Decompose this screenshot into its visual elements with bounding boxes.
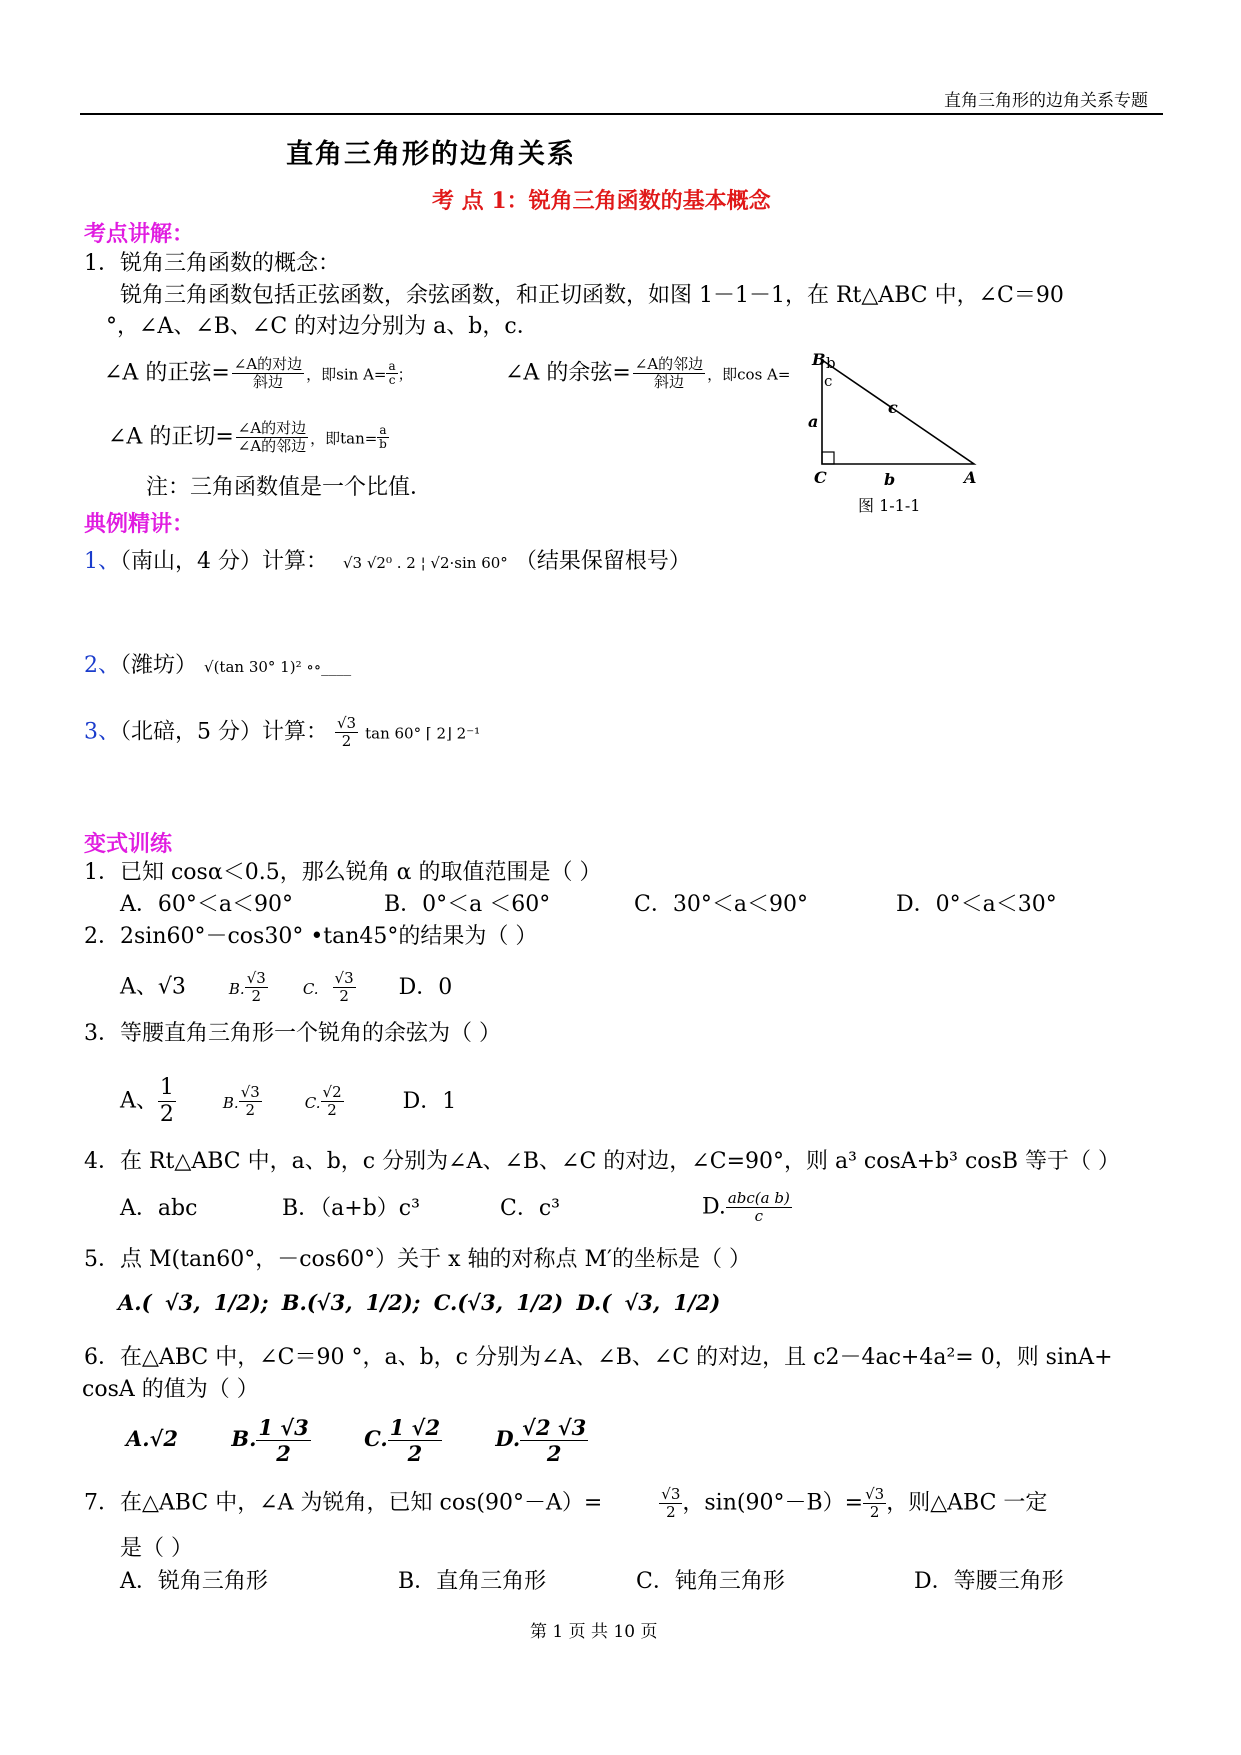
note-text: 注：三角函数值是一个比值． xyxy=(146,475,433,500)
q3-options: A、 $\frac{1}{2}$ B. $\frac{√3}{2}$ C. $\frac{√2}{2}$ D．1 xyxy=(120,1075,457,1127)
q1-option-c: C．30°＜a＜90° xyxy=(634,892,808,917)
question-2: 2．2sin60°－cos30° •tan45°的结果为（ ） xyxy=(84,924,538,949)
q6-options: A.√2 B. $\frac{1 √3}{2}$ C. $\frac{1 √2}{2}$ D. $\frac{√2 √3}{2}$ xyxy=(126,1415,587,1466)
sine-definition: ∠A 的正弦= $\frac{\text{∠A的对边}}{\text{斜边}}$ ，即sin A= $\frac{a}{c}$ ； xyxy=(104,355,413,391)
example-2: 2、（潍坊） √(tan 30° 1)² ∘∘____ xyxy=(84,653,352,678)
vertex-A: A xyxy=(964,468,977,487)
q4-option-d: D. $\frac{\text{abc(a b)}}{c}$ xyxy=(702,1189,790,1225)
vertex-C: C xyxy=(814,468,827,487)
q4-option-b: B．（a+b）c³ xyxy=(282,1196,420,1221)
question-3: 3．等腰直角三角形一个锐角的余弦为（ ） xyxy=(84,1021,501,1046)
question-5: 5．点 M(tan60°，－cos60°）关于 x 轴的对称点 M′的坐标是（ ） xyxy=(84,1247,751,1272)
q5-options: A.( √3, 1/2); B.(√3, 1/2); C.(√3, 1/2) D.( √3, 1/2) xyxy=(118,1290,721,1315)
q7-option-a: A．锐角三角形 xyxy=(120,1569,268,1594)
header-rule xyxy=(80,113,1163,115)
concept-para-2: °，∠A、∠B、∠C 的对边分别为 a、b，c． xyxy=(106,314,539,339)
question-7-line2: 是（ ） xyxy=(120,1536,193,1561)
example-1: 1、（南山，4 分）计算： √3 √2⁰ . 2 ¦ √2·sin 60° （结果保留根号） xyxy=(84,549,691,574)
vertex-B: B xyxy=(812,350,826,369)
q1-option-a: A．60°＜a＜90° xyxy=(120,892,293,917)
section-label-practice: 变式训练 xyxy=(84,831,173,857)
concept-para-1: 锐角三角函数包括正弦函数，余弦函数，和正切函数，如图 1－1－1，在 Rt△ABC 中，∠C＝90 xyxy=(120,283,1064,308)
q7-option-d: D．等腰三角形 xyxy=(914,1569,1064,1594)
question-7-line1: 7．在△ABC 中，∠A 为锐角，已知 cos(90°－A）= $\frac{√3}{2}$ ，sin(90°－B）= $\frac{√3}{2}$ ，则△ABC 一定 xyxy=(84,1485,1048,1521)
q7-option-b: B．直角三角形 xyxy=(398,1569,547,1594)
header-title: 直角三角形的边角关系专题 xyxy=(944,91,1148,111)
q1-option-b: B．0°＜a ＜60° xyxy=(384,892,551,917)
question-6-line2: cosA 的值为（ ） xyxy=(82,1377,259,1402)
concept-item: 1．锐角三角函数的概念： xyxy=(84,251,340,276)
example-3: 3、（北碚，5 分）计算： $\frac{√3}{2}$ tan 60° ⌈ 2⌋ 2⁻¹ xyxy=(84,714,481,750)
label-c-small: c xyxy=(824,372,833,390)
cosine-definition: ∠A 的余弦= $\frac{\text{∠A的邻边}}{\text{斜边}}$ ，即cos A= xyxy=(505,355,791,391)
section-label-examples: 典例精讲： xyxy=(84,511,195,537)
q2-options: A、√3 B. $\frac{√3}{2}$ C. $\frac{√3}{2}$ D．0 xyxy=(120,969,453,1005)
q7-option-c: C．钝角三角形 xyxy=(636,1569,785,1594)
question-4: 4．在 Rt△ABC 中，a、b，c 分别为∠A、∠B、∠C 的对边，∠C=90°，则 a³ cosA+b³ cosB 等于（ ） xyxy=(84,1149,1120,1174)
triangle-outline xyxy=(822,360,974,464)
side-b: b xyxy=(884,470,896,489)
page-title: 直角三角形的边角关系 xyxy=(286,139,576,170)
q1-option-d: D．0°＜a＜30° xyxy=(896,892,1057,917)
page-footer: 第 1 页 共 10 页 xyxy=(530,1622,658,1642)
right-angle-mark xyxy=(822,452,834,464)
question-1: 1．已知 cosα＜0.5，那么锐角 α 的取值范围是（ ） xyxy=(84,860,602,885)
figure-caption: 图 1-1-1 xyxy=(858,496,921,515)
q4-option-c: C．c³ xyxy=(500,1196,560,1221)
topic-heading: 考 点 1：锐角三角函数的基本概念 xyxy=(432,188,771,214)
question-6-line1: 6．在△ABC 中，∠C＝90 °，a、b，c 分别为∠A、∠B、∠C 的对边，且 c2－4ac+4a²= 0，则 sinA+ xyxy=(84,1345,1113,1370)
side-c: c xyxy=(888,398,898,417)
q4-option-a: A．abc xyxy=(120,1196,198,1221)
section-label-explain: 考点讲解： xyxy=(84,221,195,247)
label-b-top: b xyxy=(826,354,836,372)
tangent-definition: ∠A 的正切= $\frac{\text{∠A的对边}}{\text{∠A的邻边}}$ ，即tan= $\frac{a}{b}$ xyxy=(108,419,387,455)
side-a: a xyxy=(808,412,819,431)
